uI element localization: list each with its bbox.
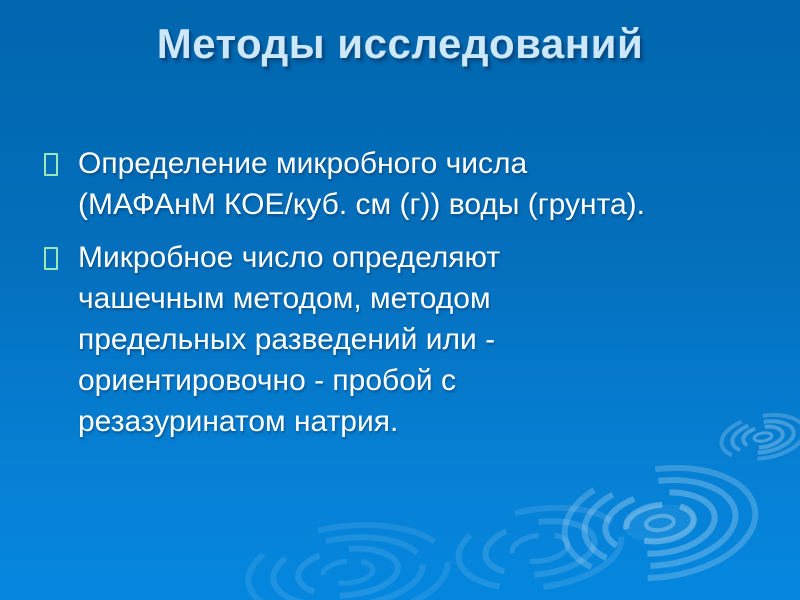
bullet-box-icon [44,247,58,270]
bullet-line: предельных разведений или - [78,323,496,356]
bullet-box-icon [44,153,58,176]
bullet-line: ориентировочно - пробой с [78,364,456,397]
water-ripple-icon [557,456,762,590]
page-title: Методы исследований [156,20,644,67]
bullet-line: резазуринатом натрия. [78,405,399,438]
bullet-line: (МАФАнМ КОЕ/куб. см (г)) воды (грунта). [78,188,646,221]
bullet-item [40,143,780,225]
bullet-line: чашечным методом, методом [78,282,491,315]
bullet-line: Определение микробного числа [78,147,528,180]
water-ripple-icon [244,516,453,600]
water-ripple-icon [453,498,626,598]
bullet-line: Микробное число определяют [78,241,501,274]
bullet-item [40,237,780,442]
bullet-list [40,143,780,454]
